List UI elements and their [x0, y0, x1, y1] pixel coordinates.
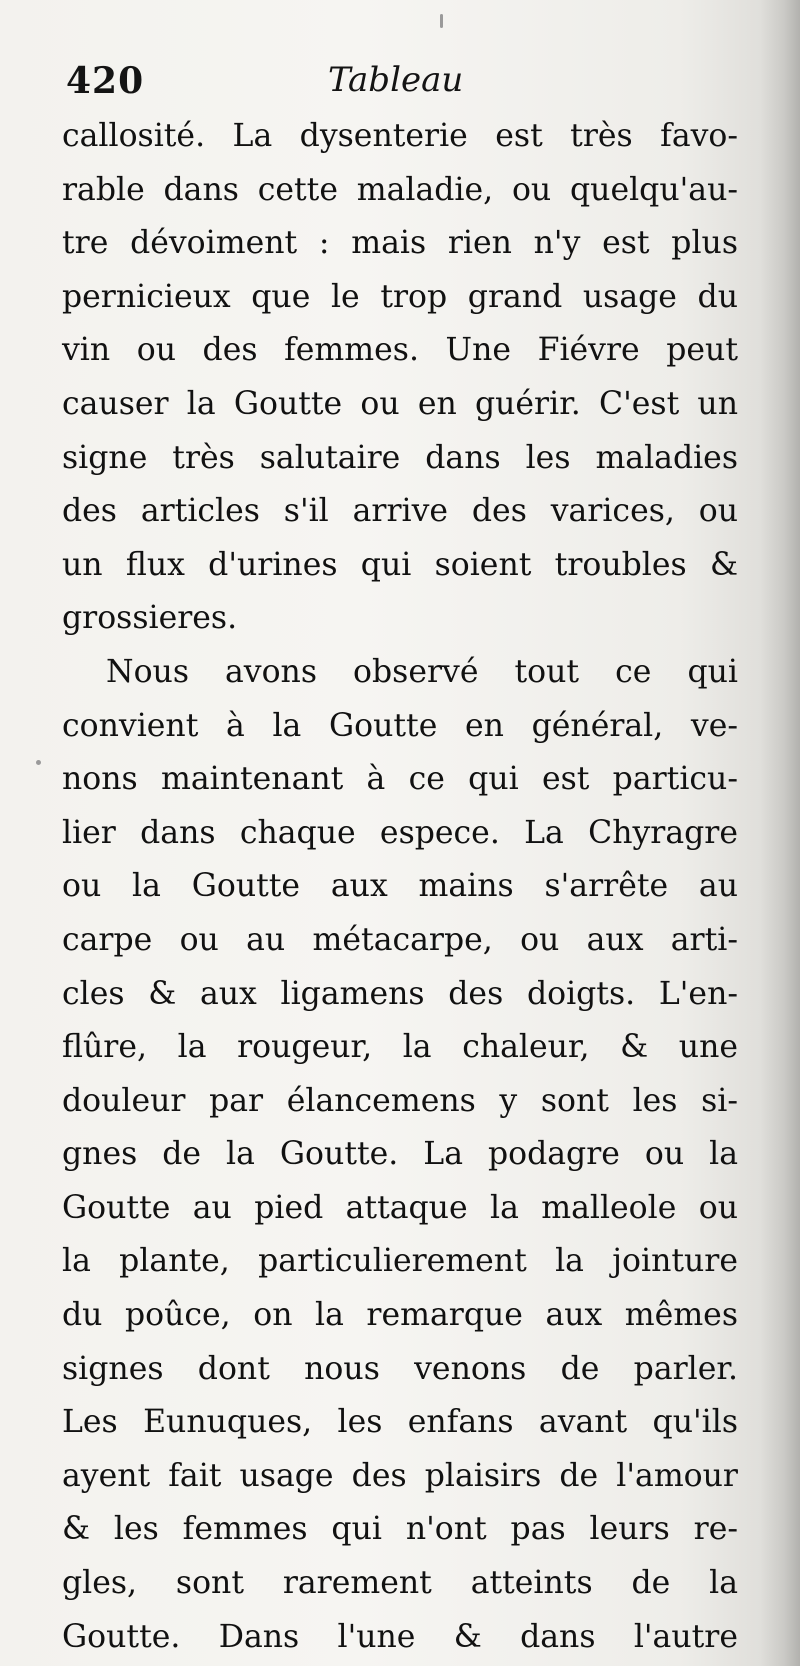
body-text [62, 110, 738, 1664]
text-line: signes dont nous venons de parler. [62, 1350, 738, 1387]
text-line: ayent fait usage des plaisirs de l'amour [62, 1457, 738, 1494]
page-number: 420 [66, 60, 145, 102]
text-line: & les femmes qui n'ont pas leurs re- [62, 1511, 738, 1548]
text-line: grossieres. [62, 600, 238, 637]
text-line: Les Eunuques, les enfans avant qu'ils [62, 1404, 738, 1441]
text-line: gnes de la Goutte. La podagre ou la [62, 1136, 738, 1173]
text-line: Goutte. Dans l'une & dans l'autre [62, 1618, 738, 1655]
text-line: tre dévoiment : mais rien n'y est plus [62, 225, 738, 262]
text-line: des articles s'il arrive des varices, ou [62, 493, 738, 530]
text-line: vin ou des femmes. Une Fiévre peut [62, 332, 738, 369]
text-line: rable dans cette maladie, ou quelqu'au- [62, 171, 738, 208]
paragraph-start-line: Nous avons observé tout ce qui [106, 653, 738, 690]
running-title: Tableau [328, 60, 464, 100]
paper-speck [440, 14, 443, 28]
text-line: convient à la Goutte en général, ve- [62, 707, 738, 744]
text-line: ou la Goutte aux mains s'arrête au [62, 868, 738, 905]
paper-speck [36, 760, 41, 765]
text-line: pernicieux que le trop grand usage du [62, 278, 738, 315]
text-line: Goutte au pied attaque la malleole ou [62, 1189, 738, 1226]
text-line: un flux d'urines qui soient troubles & [62, 546, 738, 583]
text-line: la plante, particulierement la jointure [62, 1243, 738, 1280]
page-edge-shadow [760, 0, 800, 1666]
text-line: lier dans chaque espece. La Chyragre [62, 814, 738, 851]
text-line: carpe ou au métacarpe, ou aux arti- [62, 921, 738, 958]
text-line: cles & aux ligamens des doigts. L'en- [62, 975, 738, 1012]
text-line: causer la Goutte ou en guérir. C'est un [62, 385, 738, 422]
text-line: gles, sont rarement atteints de la [62, 1565, 738, 1602]
text-line: nons maintenant à ce qui est particu- [62, 761, 738, 798]
text-line: signe très salutaire dans les maladies [62, 439, 738, 476]
text-line: flûre, la rougeur, la chaleur, & une [62, 1029, 738, 1066]
text-line: callosité. La dysenterie est très favo- [62, 118, 738, 154]
text-line: du poûce, on la remarque aux mêmes [62, 1297, 738, 1334]
text-line: douleur par élancemens y sont les si- [62, 1082, 738, 1119]
